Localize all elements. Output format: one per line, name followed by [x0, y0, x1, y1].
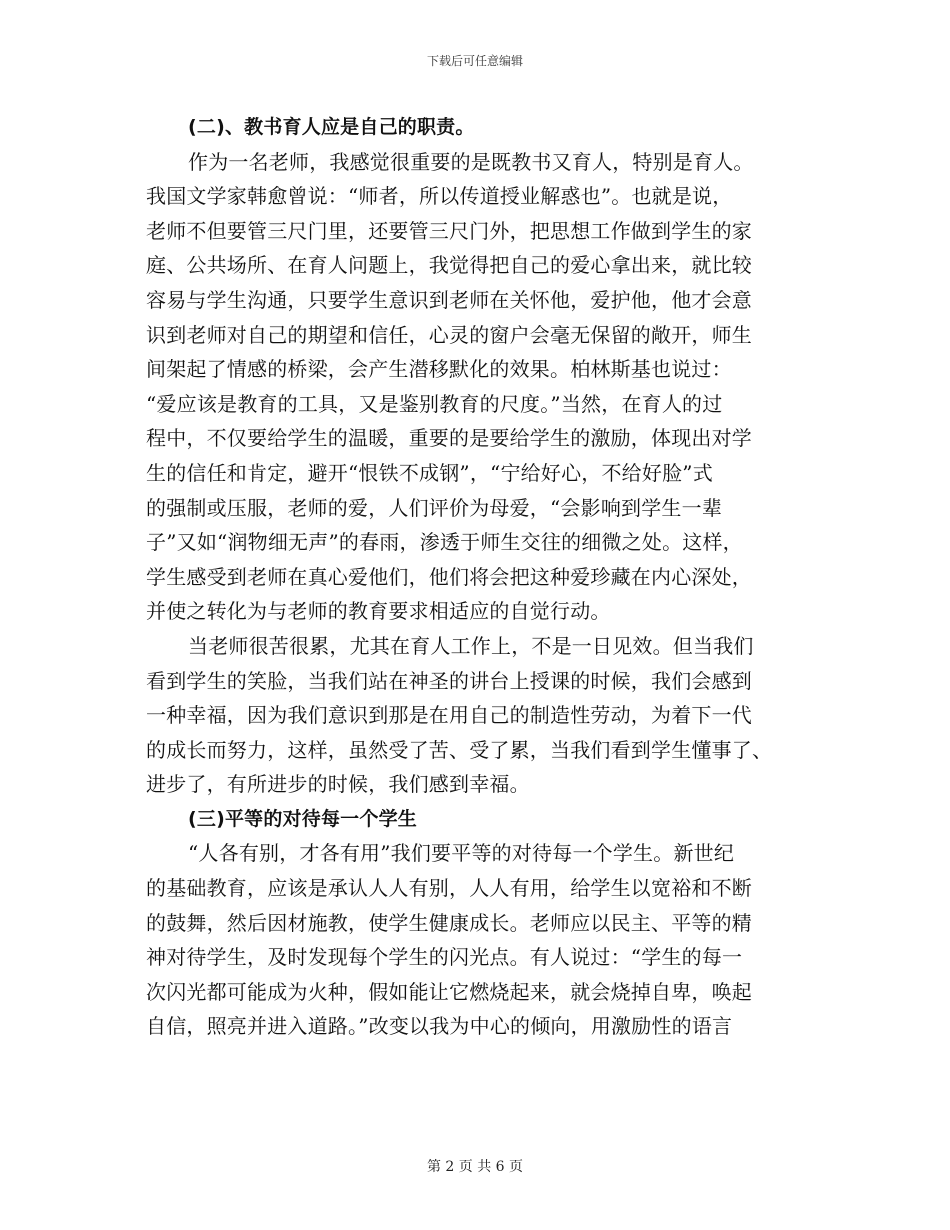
paragraph-line: 自信，照亮并进入道路。”改变以我为中心的倾向，用激励性的语言 — [146, 1014, 733, 1039]
paragraph-line: 的成长而努力，这样，虽然受了苦、受了累，当我们看到学生懂事了、 — [146, 737, 773, 762]
paragraph-line: 的强制或压服，老师的爱，人们评价为母爱，“会影响到学生一辈 — [146, 495, 723, 520]
paragraph-line: 我国文学家韩愈曾说：“师者，所以传道授业解惑也”。也就是说， — [146, 184, 733, 209]
paragraph-line: 作为一名老师，我感觉很重要的是既教书又育人，特别是育人。 — [188, 149, 754, 174]
paragraph-line: 进步了，有所进步的时候，我们感到幸福。 — [146, 772, 530, 797]
paragraph-line: 当老师很苦很累，尤其在育人工作上，不是一日见效。但当我们 — [188, 633, 754, 658]
paragraph-line: 次闪光都可能成为火种，假如能让它燃烧起来，就会烧掉自卑，唤起 — [146, 979, 752, 1004]
section-heading: (三)平等的对待每一个学生 — [188, 807, 417, 830]
paragraph-line: 生的信任和肯定，避开“恨铁不成钢”，“宁给好心，不给好脸”式 — [146, 460, 713, 485]
paragraph-line: “人各有别，才各有用”我们要平等的对待每一个学生。新世纪 — [188, 841, 735, 866]
paragraph-line: 识到老师对自己的期望和信任，心灵的窗户会毫无保留的敞开，师生 — [146, 322, 752, 347]
paragraph-line: 老师不但要管三尺门里，还要管三尺门外，把思想工作做到学生的家 — [146, 218, 752, 243]
paragraph-line: 程中，不仅要给学生的温暖，重要的是要给学生的激励，体现出对学 — [146, 426, 752, 451]
paragraph-line: 并使之转化为与老师的教育要求相适应的自觉行动。 — [146, 599, 611, 624]
document-body — [146, 110, 806, 1044]
paragraph-line: “爱应该是教育的工具，又是鉴别教育的尺度。”当然，在育人的过 — [146, 391, 723, 416]
paragraph-line: 一种幸福，因为我们意识到那是在用自己的制造性劳动，为着下一代 — [146, 703, 752, 728]
paragraph-line: 容易与学生沟通，只要学生意识到老师在关怀他，爱护他，他才会意 — [146, 287, 752, 312]
page-footer: 第 2 页 共 6 页 — [426, 1159, 524, 1175]
page-header: 下载后可任意编辑 — [426, 54, 523, 68]
paragraph-line: 庭、公共场所、在育人问题上，我觉得把自己的爱心拿出来，就比较 — [146, 253, 752, 278]
paragraph-line: 神对待学生，及时发现每个学生的闪光点。有人说过：“学生的每一 — [146, 945, 743, 970]
paragraph-line: 子”又如“润物细无声”的春雨，渗透于师生交往的细微之处。这样， — [146, 530, 743, 555]
paragraph-line: 看到学生的笑脸，当我们站在神圣的讲台上授课的时候，我们会感到 — [146, 668, 752, 693]
paragraph-line: 的鼓舞，然后因材施教，使学生健康成长。老师应以民主、平等的精 — [146, 910, 752, 935]
section-heading: (二)、教书育人应是自己的职责。 — [188, 116, 475, 138]
paragraph-line: 的基础教育，应该是承认人人有别，人人有用，给学生以宽裕和不断 — [146, 876, 752, 901]
paragraph-line: 间架起了情感的桥梁，会产生潜移默化的效果。柏林斯基也说过： — [146, 357, 732, 382]
paragraph-line: 学生感受到老师在真心爱他们，他们将会把这种爱珍藏在内心深处， — [146, 564, 752, 589]
